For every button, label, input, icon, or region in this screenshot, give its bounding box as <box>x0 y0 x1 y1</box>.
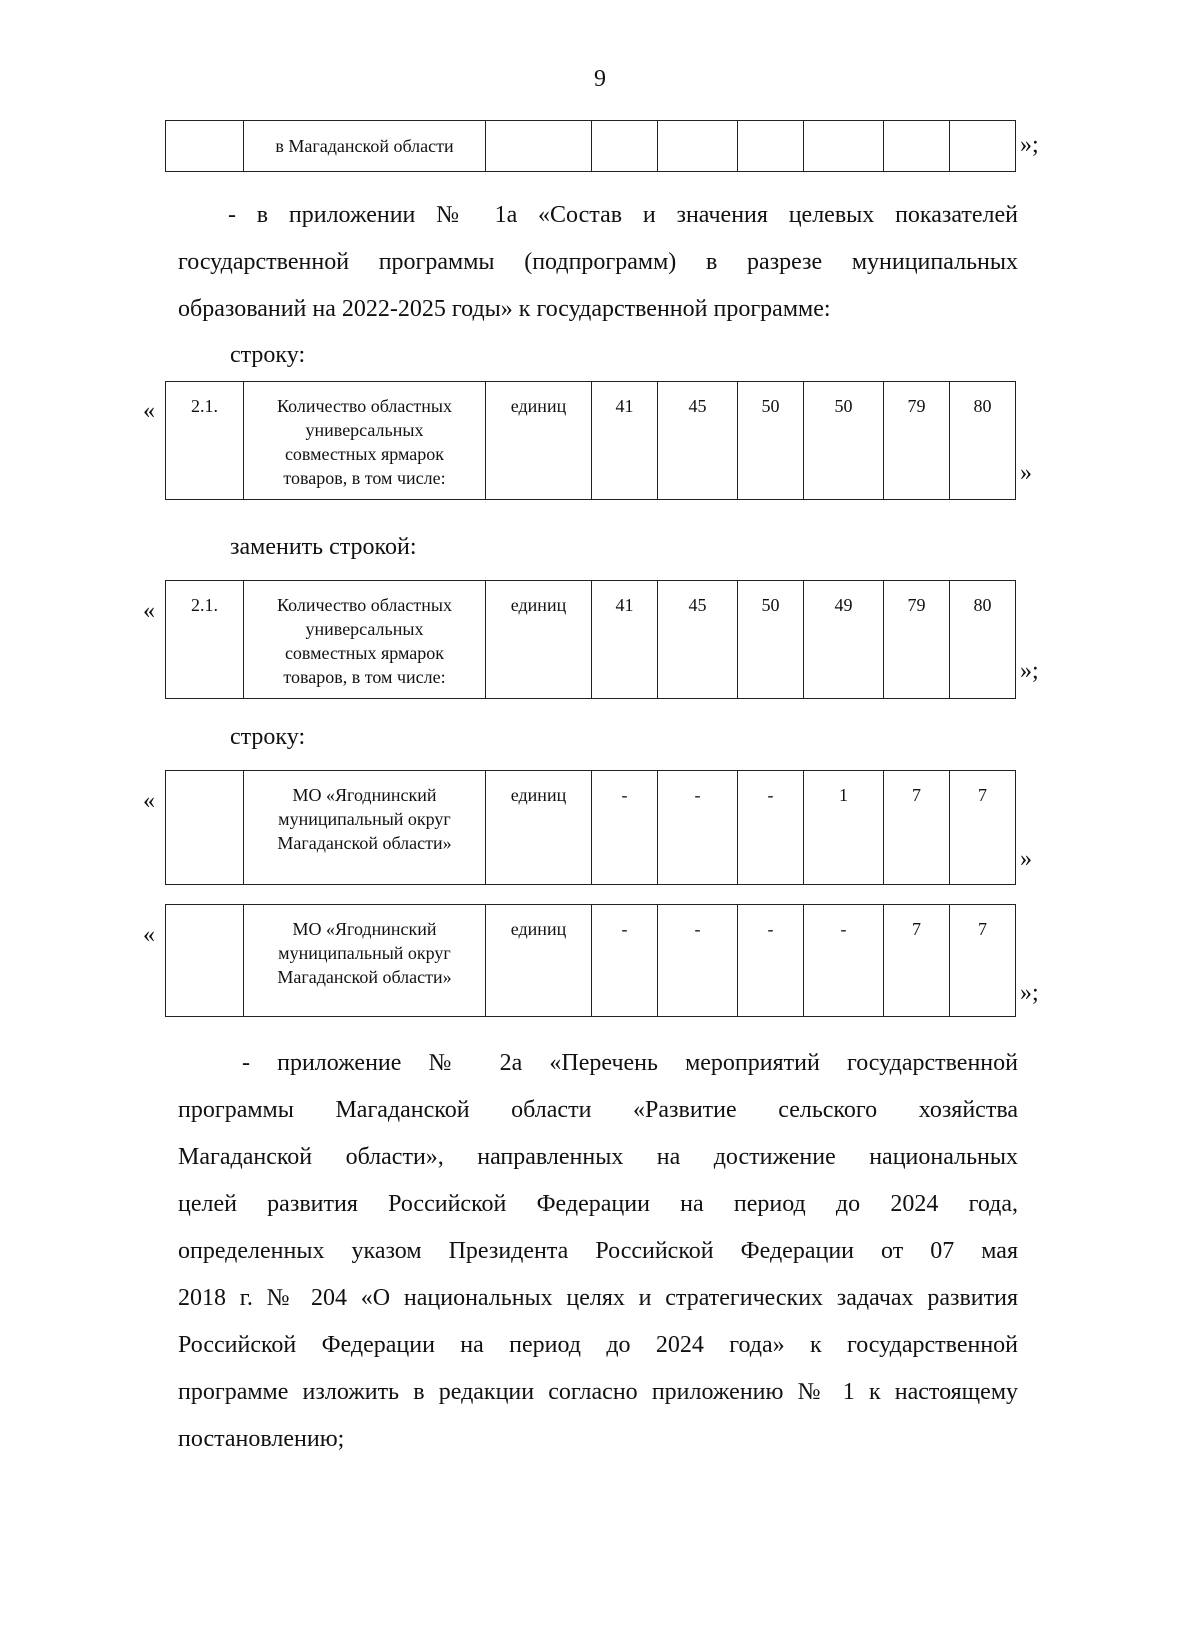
paragraph-line: Магаданской области», направленных на достижение национальных <box>178 1144 1018 1170</box>
cell-unit: единиц <box>486 771 592 885</box>
cell-unit <box>486 121 592 172</box>
cell-value <box>738 121 804 172</box>
name-line: муниципальный округ <box>278 943 451 963</box>
closing-quote: »; <box>1020 980 1039 1006</box>
cell-value: 45 <box>658 581 738 699</box>
cell-value: 50 <box>738 382 804 500</box>
cell-num: 2.1. <box>166 581 244 699</box>
cell-value: 41 <box>592 581 658 699</box>
cell-value: 41 <box>592 382 658 500</box>
table-row-old-yagodninsky <box>165 770 1016 885</box>
cell-value: - <box>804 905 884 1017</box>
cell-value: 49 <box>804 581 884 699</box>
cell-value: - <box>738 771 804 885</box>
closing-quote: »; <box>1020 132 1039 158</box>
cell-value: 50 <box>804 382 884 500</box>
cell-unit: единиц <box>486 581 592 699</box>
paragraph-line: целей развития Российской Федерации на период до 2024 года, <box>178 1191 1018 1217</box>
closing-quote: »; <box>1020 658 1039 684</box>
cell-value: 50 <box>738 581 804 699</box>
opening-quote: « <box>143 598 155 624</box>
name-line: товаров, в том числе: <box>283 667 446 687</box>
name-line: Количество областных <box>277 595 452 615</box>
table-row-new-yagodninsky <box>165 904 1016 1017</box>
name-line: универсальных <box>305 420 424 440</box>
cell-value <box>884 121 950 172</box>
closing-quote: » <box>1020 846 1032 872</box>
cell-value: - <box>738 905 804 1017</box>
cell-value: 80 <box>950 382 1016 500</box>
cell-value: 7 <box>884 905 950 1017</box>
cell-num: 2.1. <box>166 382 244 500</box>
name-line: МО «Ягоднинский <box>292 785 437 805</box>
paragraph-line: программе изложить в редакции согласно приложению № 1 к настоящему <box>178 1379 1018 1405</box>
table-top-fragment <box>165 120 1016 172</box>
cell-name <box>244 382 486 500</box>
cell-value <box>804 121 884 172</box>
name-line: Магаданской области» <box>277 833 452 853</box>
opening-quote: « <box>143 398 155 424</box>
name-line: совместных ярмарок <box>284 444 445 464</box>
cell-value: - <box>592 905 658 1017</box>
cell-value: - <box>658 771 738 885</box>
cell-value <box>658 121 738 172</box>
row-name-text: в Магаданской области <box>275 136 454 156</box>
paragraph-line: - в приложении № 1а «Состав и значения целевых показателей <box>228 202 1018 228</box>
cell-value: 80 <box>950 581 1016 699</box>
paragraph-amendment-2a <box>178 1040 1018 1463</box>
name-line: универсальных <box>305 619 424 639</box>
cell-unit: единиц <box>486 905 592 1017</box>
cell-num <box>166 121 244 172</box>
cell-value <box>592 121 658 172</box>
cell-name <box>244 905 486 1017</box>
cell-value: 7 <box>884 771 950 885</box>
label-row: строку: <box>230 724 306 750</box>
label-row: строку: <box>230 342 306 368</box>
paragraph-line: образований на 2022-2025 годы» к государственной программе: <box>178 296 831 322</box>
cell-unit: единиц <box>486 382 592 500</box>
cell-value: - <box>658 905 738 1017</box>
closing-quote: » <box>1020 460 1032 486</box>
cell-value: 79 <box>884 581 950 699</box>
cell-value: - <box>592 771 658 885</box>
paragraph-line: программы Магаданской области «Развитие сельского хозяйства <box>178 1097 1018 1123</box>
label-replace: заменить строкой: <box>230 534 417 560</box>
paragraph-line: государственной программы (подпрограмм) в разрезе муниципальных <box>178 249 1018 275</box>
paragraph-line: - приложение № 2а «Перечень мероприятий государственной <box>242 1050 1018 1076</box>
paragraph-line: 2018 г. № 204 «О национальных целях и стратегических задачах развития <box>178 1285 1018 1311</box>
paragraph-line: определенных указом Президента Российской Федерации от 07 мая <box>178 1238 1018 1264</box>
cell-name <box>244 581 486 699</box>
table-row-new-2-1 <box>165 580 1016 699</box>
name-line: МО «Ягоднинский <box>292 919 437 939</box>
cell-name <box>244 121 486 172</box>
cell-num <box>166 905 244 1017</box>
cell-value: 7 <box>950 905 1016 1017</box>
paragraph-line: постановлению; <box>178 1426 345 1452</box>
table-row-old-2-1 <box>165 381 1016 500</box>
cell-name <box>244 771 486 885</box>
cell-value: 45 <box>658 382 738 500</box>
cell-value: 79 <box>884 382 950 500</box>
opening-quote: « <box>143 788 155 814</box>
name-line: товаров, в том числе: <box>283 468 446 488</box>
name-line: Магаданской области» <box>277 967 452 987</box>
paragraph-amendment-1a <box>178 192 1018 333</box>
page-number: 9 <box>594 66 606 92</box>
cell-value: 1 <box>804 771 884 885</box>
name-line: муниципальный округ <box>278 809 451 829</box>
opening-quote: « <box>143 922 155 948</box>
name-line: Количество областных <box>277 396 452 416</box>
cell-num <box>166 771 244 885</box>
cell-value: 7 <box>950 771 1016 885</box>
cell-value <box>950 121 1016 172</box>
paragraph-line: Российской Федерации на период до 2024 года» к государственной <box>178 1332 1018 1358</box>
name-line: совместных ярмарок <box>284 643 445 663</box>
